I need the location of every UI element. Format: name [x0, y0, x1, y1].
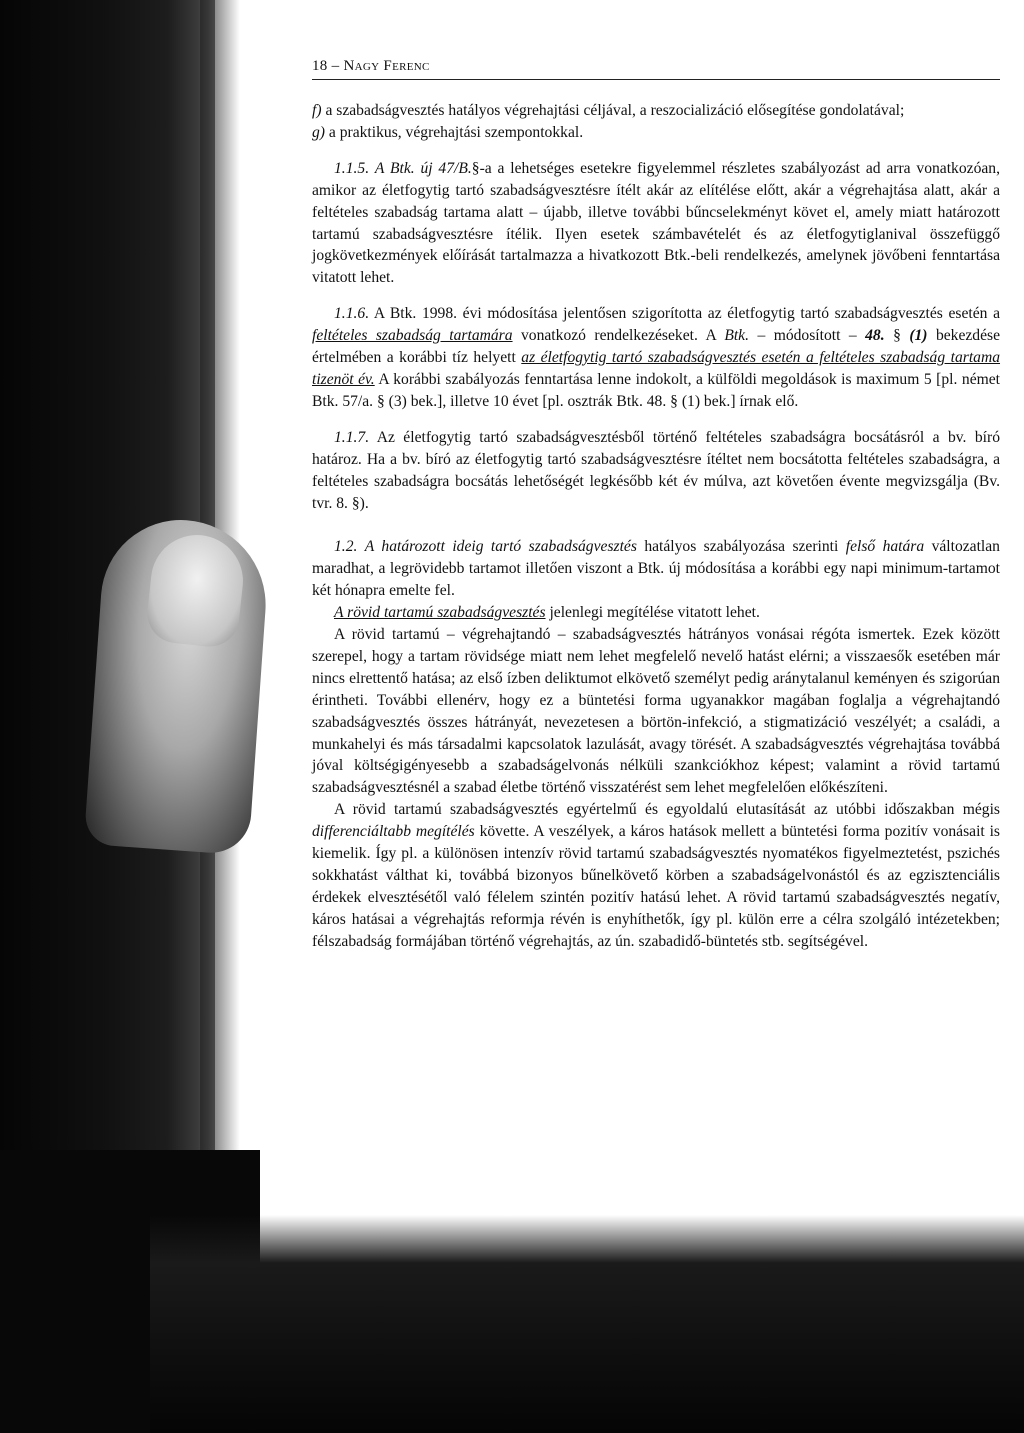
section-number: 1.1.5. [334, 159, 370, 177]
paragraph [312, 799, 1000, 952]
paragraph-text: A rövid tartamú szabadságvesztés egyértelmű és egyoldalú elutasítását az utóbbi időszakban mégis [334, 801, 1000, 819]
emphasis-text: az életfogytig tartó szabadságvesztés esetén a feltételes szabadság tartama tizenöt év. [312, 349, 1001, 388]
section-text: § [893, 327, 901, 345]
emphasis-text: feltételes szabadság tartamára [312, 327, 513, 345]
list-item-f [312, 100, 1000, 122]
emphasis-text: Btk. [724, 327, 749, 345]
page-number: 18 [312, 58, 328, 74]
section-ref: A Btk. új 47/B. [374, 159, 472, 177]
running-head-author: Nagy Ferenc [343, 58, 430, 74]
section-text: A [705, 327, 716, 345]
section-text: A Btk. 1998. évi módosítása jelentősen szigorította az életfogytig tartó szabadságvesztés esetén a [373, 305, 1000, 323]
emphasis-text: 48. [865, 327, 885, 345]
list-text-f: a szabadságvesztés hatályos végrehajtási céljával, a reszocializáció elősegítése gondolatával; [325, 102, 905, 119]
section-text: A korábbi szabályozás fenntartása lenne indokolt, a külföldi megoldások is maximum 5 [pl. német Btk. 57/a. § (3) bek.], illetve 10 évet [pl. osztrák Btk. 48. § (1) bek.] írnak elő. [312, 370, 1000, 410]
paragraph-text: követte. A veszélyek, a káros hatások mellett a büntetési forma pozitív vonásait is kiemelik. Így pl. a különösen intenzív rövid tartamú szabadságvesztés nyomatékos figyelmeztetést, pszichés sokkhatást válthat ki, továbbá bizonyos bűnelkövető körben a szabadságelvonástól és az egzisztenciális érdekek elvesztésétől való félelem szintén pozitív hatású lehet. A rövid tartamú szabadságvesztés negatív, káros hatásai a végrehajtás reformja révén is enyhíthetők, így pl. külön erre a célra szolgáló intézetekben; félszabadság formájában történő végrehajtás, az ún. szabadidő-büntetés stb. segítségével. [312, 823, 1000, 950]
emphasis-text: A határozott ideig tartó szabadságvesztés [364, 538, 637, 556]
emphasis-text: A rövid tartamú szabadságvesztés [334, 604, 546, 622]
emphasis-text: (1) [909, 327, 928, 345]
document-page [312, 58, 1000, 953]
paragraph: A rövid tartamú – végrehajtandó – szabadságvesztés hátrányos vonásai régóta ismertek. Ezek között szerepel, hogy a tartam rövidsége miatt nem lehet megfelelő nevelő hatást elérni; a visszaesők esetében már nincs elrettentő hatása; az első ízben deliktumot elkövető személyt pedig aránytalanul keményen és szigorúan érintheti. További ellenérv, hogy ez a büntetési forma ugyanakkor magában foglalja a végrehajtandó szabadságvesztés összes hátrányát, nevezetesen a börtön-infekció, a stigmatizáció veszélyét; a családi, a munkahelyi és más társadalmi kapcsolatok lazulását, avagy törését. A szabadságvesztés végrehajtása továbbá jóval költségigényesebb a szabadságelvonás nélküli szankciókhoz képest; valamint a rövid tartamú szabadságvesztésnél a szabad életbe történő visszatérést sem lehet megfelelően előkészíteni. [312, 626, 1000, 797]
list-text-g: a praktikus, végrehajtási szempontokkal. [328, 123, 584, 141]
emphasis-text: felső határa [845, 538, 925, 556]
scan-bottom-shadow [150, 1215, 1024, 1433]
list-label-g: g) [312, 123, 325, 141]
section-number: 1.2. [334, 538, 358, 556]
emphasis-text: differenciáltabb megítélés [312, 823, 475, 841]
section-1-1-7 [312, 427, 1000, 515]
section-1-2 [312, 536, 1000, 602]
section-1-1-6 [312, 303, 1000, 413]
section-text: bekezdése értelmében a korábbi tíz helyett [312, 327, 1001, 367]
section-text: hatályos szabályozása szerinti [644, 538, 839, 556]
section-number: 1.1.7. [334, 428, 370, 446]
section-text: – módosított – [757, 327, 857, 345]
section-text: Az életfogytig tartó szabadságvesztésből történő feltételes szabadságra bocsátásról a bv. bíró határoz. Ha a bv. bíró az életfogytig tartó szabadságvesztésre ítéltet nem bocsátotta feltételes szabadságra, a feltételes szabadságra bocsátás lehetőségét legkésőbb két év múlva, azt követően évente megvizsgálja (Bv. tvr. 8. §). [312, 428, 1001, 512]
paragraph [312, 602, 1000, 624]
running-head-separator: – [327, 58, 344, 74]
list-item-g [312, 122, 1000, 144]
section-text: §-a a lehetséges esetekre figyelemmel részletes szabályozást ad arra vonatkozóan, amikor az életfogytig tartó szabadságvesztésre ítélt akár az elítélése előtt, akár a végrehajtása alatt, akár a feltételes szabadság tartama alatt – újabb, illetve további bűncselekményt követ el, amely miatt határozott tartamú szabadságvesztésre ítélik. Ilyen esetek számbavételét és az életfogytiglanival összefüggő jogkövetkezmények előírását tartalmazza a hivatkozott Btk.-beli rendelkezés, amelynek jövőbeni fenntartása vitatott lehet. [312, 159, 1000, 287]
section-number: 1.1.6. [334, 305, 370, 323]
section-text: változatlan maradhat, a legrövidebb tartamot illetően viszont a Btk. új módosítása a korábbi egy napi minimum-tartamot két hónapra emelte fel. [312, 538, 1000, 600]
running-head [312, 58, 1000, 80]
section-text: vonatkozó rendelkezéseket. [521, 327, 698, 345]
section-1-1-5 [312, 158, 1000, 289]
list-label-f: f) [312, 102, 322, 119]
paragraph-text: jelenlegi megítélése vitatott lehet. [549, 604, 760, 622]
